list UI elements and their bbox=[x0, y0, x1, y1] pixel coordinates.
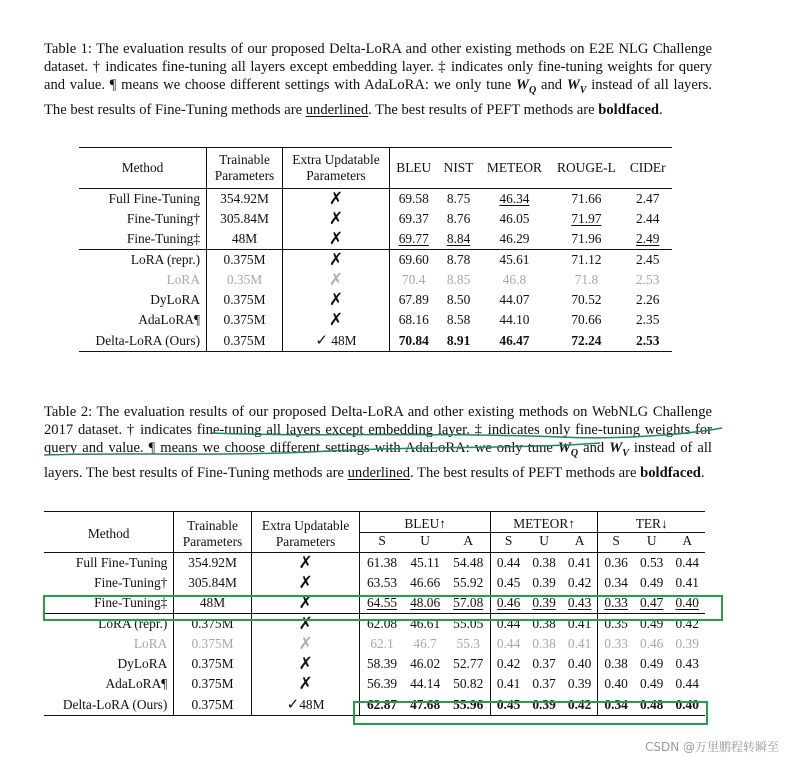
cross-icon: ✗ bbox=[251, 593, 360, 614]
t2-header-method: Method bbox=[44, 512, 174, 553]
table-row: LoRA 0.375M ✗ 62.1 46.7 55.3 0.44 0.38 0.41 0.33 0.46 0.39 bbox=[44, 634, 705, 654]
cross-icon: ✗ bbox=[251, 654, 360, 674]
table-row: Fine-Tuning‡ 48M ✗ 64.55 48.06 57.08 0.46 0.39 0.43 0.33 0.47 0.40 bbox=[44, 593, 705, 614]
check-icon: ✓ bbox=[286, 695, 300, 713]
t2-header-ter: TER↓ bbox=[598, 512, 705, 533]
t1-header-trainable: Trainable Parameters bbox=[207, 148, 283, 189]
t2-header-bleu: BLEU↑ bbox=[360, 512, 490, 533]
cross-icon: ✗ bbox=[283, 250, 390, 271]
cross-icon: ✗ bbox=[283, 229, 390, 250]
wv-symbol: $W_V$ bbox=[566, 77, 587, 97]
t1-header-cider: CIDEr bbox=[623, 148, 672, 189]
cross-icon: ✗ bbox=[283, 310, 390, 330]
table-row: Fine-Tuning‡ 48M ✗ 69.77 8.84 46.29 71.96 2.49 bbox=[79, 229, 672, 250]
t2-header-trainable: Trainable Parameters bbox=[174, 512, 251, 553]
table-row: Fine-Tuning† 305.84M ✗ 69.37 8.76 46.05 71.97 2.44 bbox=[79, 209, 672, 229]
table1-caption: Table 1: The evaluation results of our proposed Delta-LoRA and other existing methods on E2E NLG Challenge dataset. † indicates fine-tuning all layers except embedding layer. ‡ indicates only fine-tuning weights for query and value. ¶ means we choose different settings with AdaLoRA: we only tune $W_Q$ and $W_V$ instead of all layers. The best results of Fine-Tuning methods are underlined. The best results of PEFT methods are boldfaced. bbox=[44, 41, 713, 118]
table-row: Delta-LoRA (Ours) 0.375M ✓48M 62.87 47.68 55.96 0.45 0.39 0.42 0.34 0.48 0.40 bbox=[44, 694, 705, 716]
table-row: LoRA 0.35M ✗ 70.4 8.85 46.8 71.8 2.53 bbox=[79, 270, 672, 290]
highlight-box-finetuning bbox=[43, 595, 723, 621]
cross-icon: ✗ bbox=[251, 614, 360, 635]
check-icon: ✓ bbox=[315, 331, 328, 349]
wq-symbol: $W_Q$ bbox=[516, 77, 537, 97]
watermark: CSDN @万里鹏程转瞬至 bbox=[644, 740, 779, 754]
table-row: Full Fine-Tuning 354.92M ✗ 69.58 8.75 46.34 71.66 2.47 bbox=[79, 189, 672, 210]
table2: Method Trainable Parameters Extra Updatable Parameters BLEU↑ METEOR↑ TER↓ S U A S U A S U A Full Fine-Tuning 354.92M ✗ 61.38 45.11 54.48 0.44 0.38 0.41 0.36 0.53 0.44 Fine-Tuning† 305.84M ✗ 63.53 46.66 55.92 0.45 0.39 0.42 0.34 0.49 0.41 Fine-Tuning‡ 48M ✗ 64.55 48.06 57.08 0.46 0.39 0.43 0.33 0.47 0.40 LoRA (repr.) 0.375M ✗ 62.08 46.61 55.05 0.44 0.38 0.41 0.35 0.49 0.42 LoRA 0.375M ✗ 62.1 46.7 55.3 0.44 0.38 0.41 0.33 0.46 0.39 DyLoRA 0.375M ✗ 58.39 46.02 52.77 0.42 0.37 0.40 0.38 0.49 0.43 AdaLoRA¶ 0.375M ✗ 56.39 44.14 50.82 0.41 0.37 0.39 0.40 0.49 0.44 Delta-LoRA (Ours) 0.375M ✓48M 62.87 47.68 55.96 0.45 0.39 0.42 0.34 0.48 0.40 bbox=[44, 511, 705, 716]
cross-icon: ✗ bbox=[251, 553, 360, 574]
t1-header-extra: Extra Updatable Parameters bbox=[283, 148, 390, 189]
cross-icon: ✗ bbox=[283, 290, 390, 310]
t2-header-extra: Extra Updatable Parameters bbox=[251, 512, 360, 553]
table-row: AdaLoRA¶ 0.375M ✗ 68.16 8.58 44.10 70.66 2.35 bbox=[79, 310, 672, 330]
wv-symbol: $W_V$ bbox=[609, 440, 629, 460]
table-row: LoRA (repr.) 0.375M ✗ 62.08 46.61 55.05 0.44 0.38 0.41 0.35 0.49 0.42 bbox=[44, 614, 705, 635]
cross-icon: ✗ bbox=[251, 573, 360, 593]
t1-header-rouge: ROUGE-L bbox=[549, 148, 623, 189]
cross-icon: ✗ bbox=[283, 209, 390, 229]
t2-header-meteor: METEOR↑ bbox=[490, 512, 598, 533]
table-row: AdaLoRA¶ 0.375M ✗ 56.39 44.14 50.82 0.41 0.37 0.39 0.40 0.49 0.44 bbox=[44, 674, 705, 694]
highlight-box-delta-lora bbox=[353, 701, 708, 725]
cross-icon: ✗ bbox=[251, 634, 360, 654]
t1-header-nist: NIST bbox=[438, 148, 480, 189]
table-row: Fine-Tuning† 305.84M ✗ 63.53 46.66 55.92 0.45 0.39 0.42 0.34 0.49 0.41 bbox=[44, 573, 705, 593]
cross-icon: ✗ bbox=[251, 674, 360, 694]
t1-header-meteor: METEOR bbox=[479, 148, 549, 189]
table-row: Delta-LoRA (Ours) 0.375M ✓ 48M 70.84 8.91 46.47 72.24 2.53 bbox=[79, 330, 672, 352]
table2-caption: Table 2: The evaluation results of our proposed Delta-LoRA and other existing methods on WebNLG Challenge 2017 dataset. † indicates fine-tuning all layers except embedding layer. ‡ indicates only fine-tuning weights for query and value. ¶ means we choose different settings with AdaLoRA: we only tune $W_Q$ and $W_V$ instead of all layers. The best results of Fine-Tuning methods are underlined. The best results of PEFT methods are boldfaced. bbox=[44, 404, 712, 481]
table-row: Full Fine-Tuning 354.92M ✗ 61.38 45.11 54.48 0.44 0.38 0.41 0.36 0.53 0.44 bbox=[44, 553, 705, 574]
cross-icon: ✗ bbox=[283, 189, 390, 210]
table-row: LoRA (repr.) 0.375M ✗ 69.60 8.78 45.61 71.12 2.45 bbox=[79, 250, 672, 271]
wq-symbol: $W_Q$ bbox=[557, 440, 579, 460]
t1-header-method: Method bbox=[79, 148, 207, 189]
table-row: DyLoRA 0.375M ✗ 67.89 8.50 44.07 70.52 2.26 bbox=[79, 290, 672, 310]
cross-icon: ✗ bbox=[283, 270, 390, 290]
t1-header-bleu: BLEU bbox=[389, 148, 437, 189]
table-row: DyLoRA 0.375M ✗ 58.39 46.02 52.77 0.42 0.37 0.40 0.38 0.49 0.43 bbox=[44, 654, 705, 674]
